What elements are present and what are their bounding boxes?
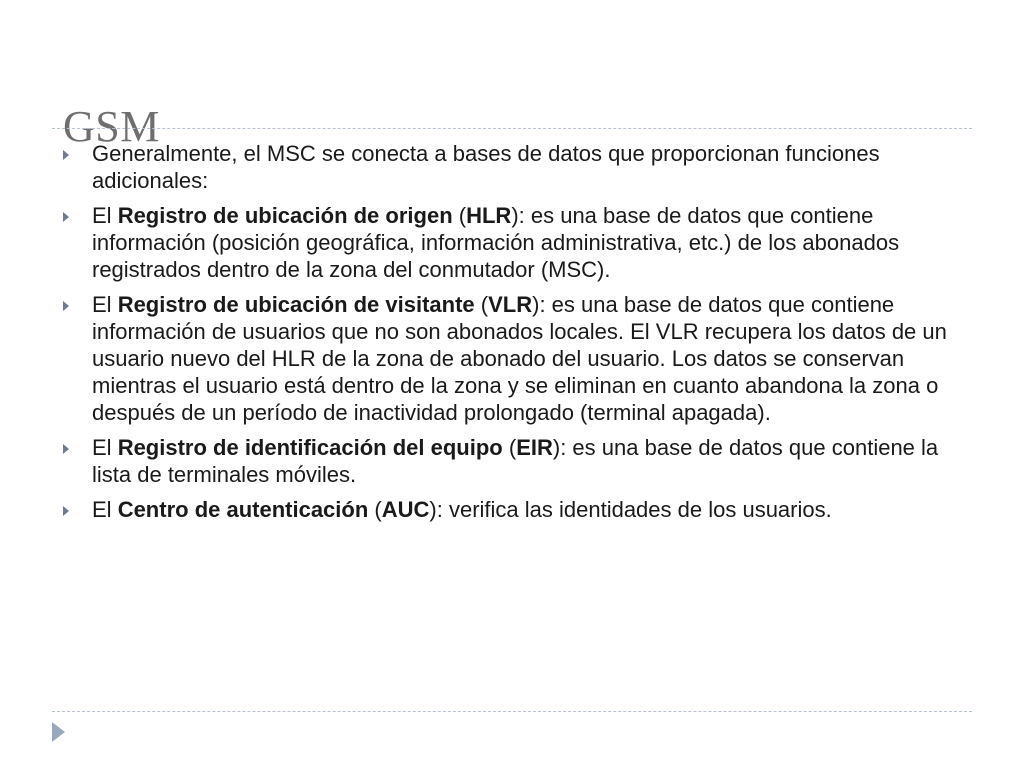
bullet-text (92, 141, 880, 193)
bullet-item (60, 496, 965, 523)
bullet-item (60, 434, 965, 488)
bullet-list (60, 140, 965, 531)
bullet-run: El (92, 497, 118, 522)
triangle-right-icon (63, 506, 69, 516)
bullet-text (92, 292, 947, 425)
bullet-run: ): es una base de datos que contiene información de usuarios que no son abonados locales. El VLR recupera los datos de un usuario nuevo del HLR de la zona de abonado del usuario. Los datos se conservan mientras el usuario está dentro de la zona y se eliminan en cuanto abandona la zona o después de un período de inactividad prolongado (terminal apagada). (92, 292, 947, 425)
bullet-run: El (92, 292, 118, 317)
triangle-right-icon (63, 444, 69, 454)
bullet-item (60, 140, 965, 194)
bullet-text (92, 203, 899, 282)
bullet-run: ): verifica las identidades de los usuarios. (429, 497, 832, 522)
bullet-term: HLR (466, 203, 512, 228)
bullet-run: El (92, 435, 118, 460)
next-slide-arrow-icon[interactable] (52, 722, 65, 742)
triangle-right-icon (63, 212, 69, 222)
bullet-run: El (92, 203, 118, 228)
footer-divider (52, 711, 972, 712)
bullet-item (60, 291, 965, 426)
bullet-run: ( (368, 497, 382, 522)
bullet-run: ): es una base de datos que contiene información (posición geográfica, información administrativa, etc.) de los abonados registrados dentro de la zona del conmutador (MSC). (92, 203, 900, 282)
triangle-right-icon (63, 150, 69, 160)
slide-title: GSM (63, 102, 160, 152)
bullet-run: ( (452, 203, 467, 228)
bullet-text (92, 497, 832, 522)
triangle-right-icon (63, 301, 69, 311)
bullet-text (92, 435, 938, 487)
bullet-term: Registro de identificación del equipo (117, 435, 503, 460)
title-divider (52, 128, 972, 129)
bullet-run: ( (502, 435, 517, 460)
bullet-run: Generalmente, el MSC se conecta a bases de datos que proporcionan funciones adicionales: (92, 141, 880, 193)
bullet-term: Registro de ubicación de origen (117, 203, 453, 228)
bullet-run: ): es una base de datos que contiene la lista de terminales móviles. (92, 435, 939, 487)
bullet-item (60, 202, 965, 283)
bullet-term: EIR (516, 435, 553, 460)
bullet-term: VLR (488, 292, 533, 317)
bullet-term: Centro de autenticación (117, 497, 369, 522)
bullet-term: Registro de ubicación de visitante (117, 292, 475, 317)
bullet-run: ( (474, 292, 489, 317)
bullet-term: AUC (381, 497, 430, 522)
